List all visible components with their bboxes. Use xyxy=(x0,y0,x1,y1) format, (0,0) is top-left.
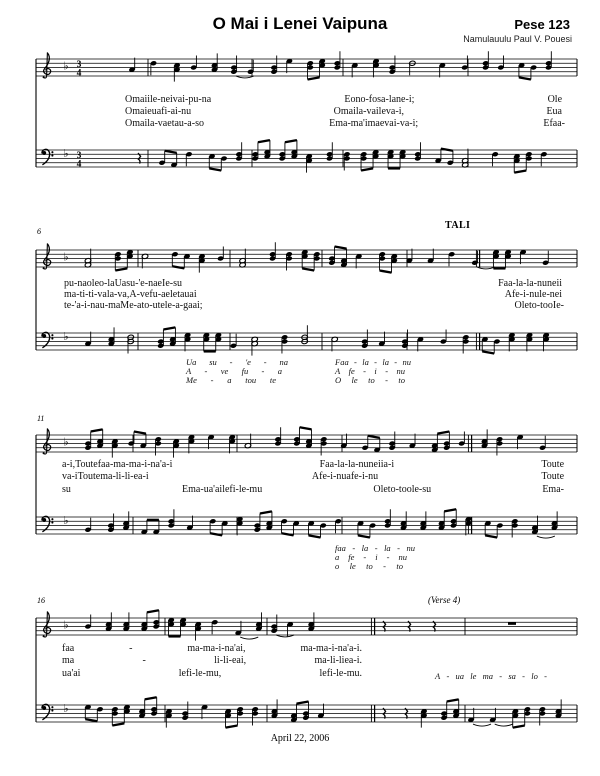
echo-line: Faa - la - la - nu xyxy=(335,357,411,367)
solo-line: A - ua le ma - sa - lo - xyxy=(435,671,547,681)
verse-line: va - i Tou te ma - li - li - e a - i A fe - i - nu a fe - i - nu Tou te xyxy=(62,471,565,482)
date-footer: April 22, 2006 xyxy=(270,733,330,744)
verse-line: ua'ai le fi - le - mu, le fi - le - mu. xyxy=(62,668,362,679)
echo-line: faa - la - la - nu xyxy=(335,543,415,553)
verse-line: O mai la - va e tau - a - so E ma - ma'i ma e vai - va - i; E faa - xyxy=(125,118,566,129)
verse-4-cue: (Verse 4) xyxy=(428,595,461,605)
svg-text:♭: ♭ xyxy=(63,619,69,632)
svg-text:3: 3 xyxy=(76,150,82,161)
svg-text:♭: ♭ xyxy=(63,148,69,160)
verse-line: O mai e ua fi - a i - nu O mai la - va i le va - i, E ua xyxy=(125,106,562,117)
echo-line: O le to - to xyxy=(335,375,405,385)
svg-text:4: 4 xyxy=(76,159,82,170)
svg-text:4: 4 xyxy=(76,68,82,79)
page-title: O Mai i Lenei Vaipuna xyxy=(212,14,388,33)
verse-line: a - i, Tou te faa - ma - ma - i - na'a - i Faa - la - la - nu nei i a - i Tou te xyxy=(62,459,565,470)
verse-line: su E ma - ua'ai le fi - le - mu O le to - to o le - su E ma - xyxy=(62,484,564,495)
svg-text:♭: ♭ xyxy=(63,331,69,343)
measure-number-6: 6 xyxy=(37,227,41,236)
echo-line: Ua su - 'e - na xyxy=(186,357,288,367)
svg-text:3: 3 xyxy=(76,59,82,70)
svg-text:♭: ♭ xyxy=(63,703,69,715)
verse-line: ma - ti - ti - va la - va, A - ve fu - a e le tau ai A fe - i - nu le - nei xyxy=(64,289,562,300)
svg-text:♭: ♭ xyxy=(63,515,69,527)
composer-credit: Namulauulu Paul V. Pouesi xyxy=(463,34,572,44)
echo-line: A fe - i - nu xyxy=(335,366,405,376)
echo-line: A - ve fu - a xyxy=(186,366,282,376)
verse-line: pu - na o le o - la Ua su - 'e - na e Ie - su Faa - la - la - nu nei i xyxy=(64,278,562,289)
svg-text:♭: ♭ xyxy=(63,60,69,73)
echo-line: Me - a tou te xyxy=(186,375,276,385)
tali-refrain-marking: TALI xyxy=(445,220,471,231)
verse-line: ma - li - li - e ai, ma - li - lie a - i. xyxy=(62,655,362,666)
verse-line: faa - ma - ma - i - na'ai, ma - ma - i - na'a - i. xyxy=(62,643,363,654)
svg-text:♭: ♭ xyxy=(63,251,69,264)
verse-line: O mai i le - nei vai - pu - na E o no - fo sa - la ne - i; O le xyxy=(125,94,563,105)
svg-text:♭: ♭ xyxy=(63,436,69,449)
verse-line: te - 'a - i - na u - ma Me - a to - u te le - a - ga ai; O le to - to o Ie - xyxy=(64,300,564,311)
echo-line: a fe - i - nu xyxy=(335,552,407,562)
song-number: Pese 123 xyxy=(514,17,570,32)
measure-number-16: 16 xyxy=(37,596,45,605)
measure-number-11: 11 xyxy=(37,414,45,423)
echo-line: o le to - to xyxy=(335,561,403,571)
